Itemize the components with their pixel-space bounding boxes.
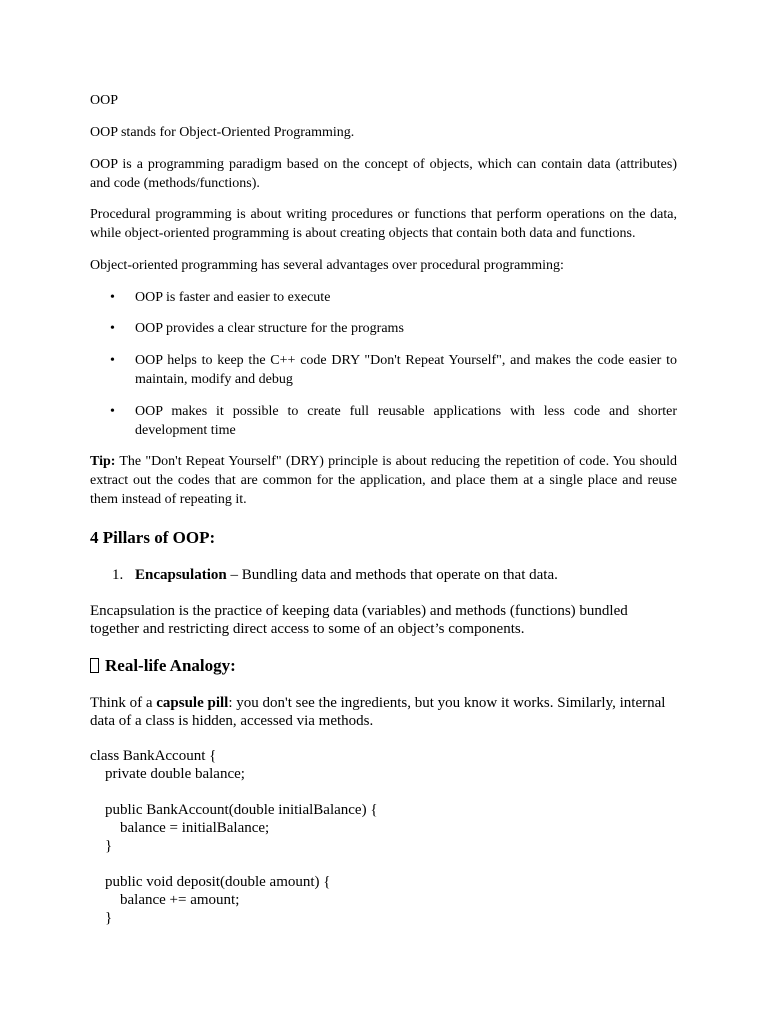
code-line: balance += amount; (120, 892, 240, 908)
list-item-text: OOP makes it possible to create full reusable applications with less code and shorter development time (135, 404, 677, 438)
list-item-text (135, 566, 677, 584)
paragraph-oop-paradigm: OOP is a programming paradigm based on the concept of objects, which can contain data (attributes) and code (methods/functions). (90, 157, 677, 191)
code-line: public BankAccount(double initialBalance) { (105, 802, 378, 818)
list-item-text: OOP is faster and easier to execute (135, 290, 331, 305)
code-line: } (105, 910, 113, 926)
code-line: private double balance; (105, 766, 245, 782)
list-item-text: OOP provides a clear structure for the programs (135, 321, 404, 336)
paragraph-encapsulation: Encapsulation is the practice of keeping data (variables) and methods (functions) bundled together and restricting direct access to some of an object’s components. (90, 603, 628, 637)
paragraph-analogy (90, 694, 677, 730)
missing-glyph-icon (90, 658, 99, 673)
code-line: public void deposit(double amount) { (105, 874, 331, 890)
list-number: 1. (112, 567, 124, 583)
list-item-text: OOP helps to keep the C++ code DRY "Don't Repeat Yourself", and makes the code easier to maintain, modify and debug (135, 353, 677, 387)
bullet-marker: • (110, 290, 115, 305)
paragraph-advantages-intro: Object-oriented programming has several advantages over procedural programming: (90, 258, 564, 273)
paragraph-procedural-vs-oop: Procedural programming is about writing procedures or functions that perform operations on the data, while object-oriented programming is about creating objects that contain both data and functions. (90, 207, 677, 241)
analogy-heading-text: Real-life Analogy: (105, 656, 236, 675)
doc-title: OOP (90, 93, 119, 108)
tip-text: The "Don't Repeat Yourself" (DRY) principle is about reducing the repetition of code. You should extract out the codes that are common for the application, and place them at a single place and reuse them instead of repeating it. (90, 454, 677, 507)
tip-label: Tip: (90, 454, 116, 469)
analogy-suffix: : you don't see the ingredients, but you know it works. Similarly, internal data of a class is hidden, accessed via methods. (90, 695, 666, 729)
section-heading-pillars: 4 Pillars of OOP: (90, 528, 216, 547)
code-line: class BankAccount { (90, 748, 217, 764)
pillar-term: Encapsulation (135, 567, 227, 583)
code-line: } (105, 838, 113, 854)
paragraph-oop-definition: OOP stands for Object-Oriented Programming. (90, 125, 355, 140)
analogy-term: capsule pill (156, 695, 229, 711)
bullet-marker: • (110, 353, 115, 368)
pillar-description: – Bundling data and methods that operate on that data. (226, 567, 558, 583)
analogy-prefix: Think of a (90, 695, 157, 711)
bullet-marker: • (110, 321, 115, 336)
code-line: balance = initialBalance; (120, 820, 270, 836)
bullet-marker: • (110, 404, 115, 419)
tip-paragraph (90, 452, 677, 509)
section-heading-analogy (90, 656, 677, 676)
